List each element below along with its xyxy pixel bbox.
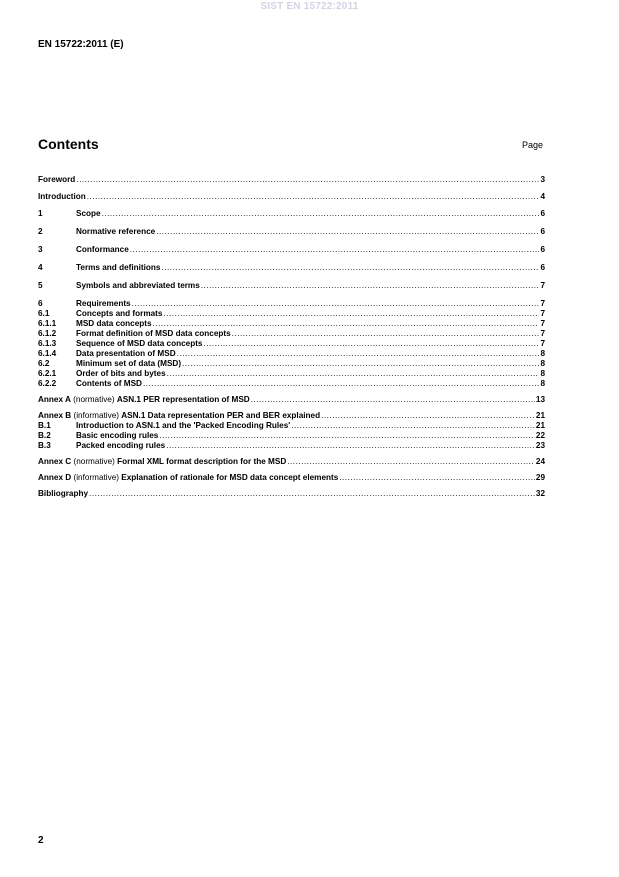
toc-entry-page: 8: [540, 379, 545, 388]
toc-entry-title-main: Minimum set of data (MSD): [76, 359, 182, 368]
toc-entry-page: 13: [535, 395, 545, 404]
toc-entry-title-main: Annex C: [38, 457, 72, 466]
toc-entry-title-main: Symbols and abbreviated terms: [76, 281, 200, 290]
toc-entry-title-rest: ASN.1 Data representation PER and BER explained: [121, 411, 321, 420]
toc-entry-title: [76, 227, 155, 237]
toc-entry-page: 6: [540, 263, 545, 272]
toc-entry-page: 4: [540, 192, 545, 201]
toc-entry-number: 6.2.1: [38, 369, 57, 378]
page-number: 2: [38, 835, 44, 846]
toc-entry-title: [38, 411, 320, 421]
toc-leader-dots: [167, 369, 540, 379]
toc-entry-number: 1: [38, 209, 43, 218]
toc-entry-title-rest: Formal XML format description for the MSD: [117, 457, 287, 466]
toc-leader-dots: [182, 359, 539, 369]
toc-leader-dots: [163, 309, 539, 319]
toc-entry-title-main: Bibliography: [38, 489, 89, 498]
toc-entry-title-main: Data presentation of MSD: [76, 349, 176, 358]
toc-leader-dots: [166, 441, 535, 451]
toc-entry-page: 23: [535, 441, 545, 450]
toc-entry[interactable]: [38, 379, 545, 389]
toc-entry[interactable]: [38, 441, 545, 451]
toc-leader-dots: [159, 431, 535, 441]
toc-entry-page: 8: [540, 359, 545, 368]
toc-entry[interactable]: [38, 245, 545, 255]
toc-leader-dots: [102, 209, 540, 219]
toc-entry[interactable]: [38, 309, 545, 319]
toc-entry-qualifier: (normative): [71, 457, 118, 466]
toc-entry-title: [38, 192, 86, 202]
toc-entry[interactable]: [38, 192, 545, 202]
toc-entry[interactable]: [38, 319, 545, 329]
toc-entry-title: [76, 339, 202, 349]
toc-entry-qualifier: (normative): [70, 395, 117, 404]
toc-entry-title-main: Packed encoding rules: [76, 441, 166, 450]
toc-entry-title: [76, 349, 176, 359]
toc-entry[interactable]: [38, 473, 545, 483]
toc-entry-number: 6.1.2: [38, 329, 57, 338]
toc-entry-number: 6: [38, 299, 43, 308]
toc-entry-title-rest: ASN.1 PER representation of MSD: [116, 395, 250, 404]
toc-leader-dots: [87, 192, 540, 202]
document-id: EN 15722:2011 (E): [38, 39, 124, 50]
toc-entry[interactable]: [38, 209, 545, 219]
toc-entry-title: [76, 369, 166, 379]
toc-entry-title: [76, 421, 290, 431]
toc-entry-number: 4: [38, 263, 43, 272]
toc-entry-page: 22: [535, 431, 545, 440]
toc-entry-qualifier: (informative): [71, 411, 122, 420]
toc-entry-title: [38, 175, 75, 185]
toc-leader-dots: [339, 473, 535, 483]
toc-entry-title-main: Annex A: [38, 395, 71, 404]
toc-entry-title-main: Order of bits and bytes: [76, 369, 166, 378]
toc-entry-title: [76, 359, 181, 369]
toc-entry-title: [76, 309, 162, 319]
toc-entry-title-main: Concepts and formats: [76, 309, 163, 318]
toc-entry-page: 7: [540, 309, 545, 318]
contents-title: Contents: [38, 136, 99, 152]
toc-entry[interactable]: [38, 359, 545, 369]
toc-entry[interactable]: [38, 263, 545, 273]
toc-entry[interactable]: [38, 227, 545, 237]
toc-entry-page: 7: [540, 299, 545, 308]
toc-entry-page: 6: [540, 209, 545, 218]
toc-entry-page: 8: [540, 349, 545, 358]
toc-entry[interactable]: [38, 489, 545, 499]
toc-entry-title-main: Annex B: [38, 411, 72, 420]
toc-entry-title-main: Sequence of MSD data concepts: [76, 339, 203, 348]
toc-leader-dots: [130, 245, 540, 255]
toc-leader-dots: [232, 329, 540, 339]
toc-entry[interactable]: [38, 411, 545, 421]
toc-entry-title-main: Introduction: [38, 192, 86, 201]
toc-entry-title: [76, 329, 231, 339]
toc-entry-number: 6.2.2: [38, 379, 57, 388]
toc-entry-page: 8: [540, 369, 545, 378]
toc-leader-dots: [156, 227, 539, 237]
toc-leader-dots: [89, 489, 535, 499]
toc-entry-title-main: Foreword: [38, 175, 76, 184]
toc-entry[interactable]: [38, 421, 545, 431]
toc-entry[interactable]: [38, 281, 545, 291]
toc-entry-title-main: Scope: [76, 209, 101, 218]
toc-entry-number: 6.1.4: [38, 349, 57, 358]
toc-entry-qualifier: (informative): [71, 473, 122, 482]
toc-entry[interactable]: [38, 299, 545, 309]
toc-entry-page: 24: [535, 457, 545, 466]
toc-entry-title: [76, 281, 200, 291]
toc-entry-title: [76, 299, 131, 309]
toc-entry-title: [76, 209, 101, 219]
toc-entry[interactable]: [38, 395, 545, 405]
toc-entry-page: 21: [535, 411, 545, 420]
toc-entry[interactable]: [38, 175, 545, 185]
toc-leader-dots: [76, 175, 539, 185]
toc-entry-page: 6: [540, 227, 545, 236]
toc-entry-title-main: Conformance: [76, 245, 129, 254]
toc-leader-dots: [143, 379, 539, 389]
toc-entry-title: [76, 319, 152, 329]
watermark: SIST EN 15722:2011: [260, 1, 359, 12]
toc-entry-page: 32: [535, 489, 545, 498]
toc-entry[interactable]: [38, 349, 545, 359]
toc-entry-page: 7: [540, 329, 545, 338]
toc-entry-number: 3: [38, 245, 43, 254]
toc-leader-dots: [251, 395, 535, 405]
toc-entry-title-main: Annex D: [38, 473, 72, 482]
toc-entry-title-main: Terms and definitions: [76, 263, 161, 272]
toc-leader-dots: [161, 263, 539, 273]
toc-leader-dots: [287, 457, 535, 467]
toc-leader-dots: [321, 411, 535, 421]
toc-entry-page: 21: [535, 421, 545, 430]
toc-entry-page: 6: [540, 245, 545, 254]
toc-entry-number: 6.2: [38, 359, 50, 368]
toc-entry-number: B.2: [38, 431, 51, 440]
toc-leader-dots: [203, 339, 539, 349]
toc-entry-title: [38, 489, 88, 499]
table-of-contents: [38, 175, 545, 499]
toc-entry-title-main: Requirements: [76, 299, 131, 308]
toc-entry-number: B.3: [38, 441, 51, 450]
toc-entry[interactable]: [38, 457, 545, 467]
toc-entry-title-main: Basic encoding rules: [76, 431, 159, 440]
toc-leader-dots: [201, 281, 540, 291]
toc-entry-page: 7: [540, 339, 545, 348]
toc-entry-title: [76, 263, 160, 273]
toc-entry-title-main: Normative reference: [76, 227, 156, 236]
toc-leader-dots: [177, 349, 540, 359]
toc-entry-title: [38, 395, 250, 405]
toc-entry-title-rest: Explanation of rationale for MSD data concept elements: [121, 473, 339, 482]
toc-leader-dots: [291, 421, 535, 431]
toc-entry-number: B.1: [38, 421, 51, 430]
toc-entry-title: [38, 457, 286, 467]
toc-entry-title-main: Format definition of MSD data concepts: [76, 329, 231, 338]
toc-entry-title: [76, 245, 129, 255]
toc-entry-page: 7: [540, 319, 545, 328]
toc-entry-number: 6.1.1: [38, 319, 57, 328]
toc-entry-number: 5: [38, 281, 43, 290]
toc-entry[interactable]: [38, 339, 545, 349]
toc-entry-page: 29: [535, 473, 545, 482]
toc-entry-title: [76, 379, 142, 389]
toc-entry-title: [76, 441, 165, 451]
toc-entry-page: 3: [540, 175, 545, 184]
toc-leader-dots: [132, 299, 540, 309]
toc-entry-number: 2: [38, 227, 43, 236]
toc-entry-title-main: MSD data concepts: [76, 319, 152, 328]
toc-entry[interactable]: [38, 369, 545, 379]
toc-entry[interactable]: [38, 431, 545, 441]
toc-entry-title-main: Introduction to ASN.1 and the 'Packed Encoding Rules': [76, 421, 291, 430]
toc-entry-title: [38, 473, 338, 483]
toc-leader-dots: [153, 319, 540, 329]
toc-entry-number: 6.1.3: [38, 339, 57, 348]
toc-entry-number: 6.1: [38, 309, 50, 318]
toc-entry-title: [76, 431, 158, 441]
toc-entry-page: 7: [540, 281, 545, 290]
toc-entry[interactable]: [38, 329, 545, 339]
toc-entry-title-main: Contents of MSD: [76, 379, 142, 388]
page-column-label: Page: [522, 140, 544, 150]
